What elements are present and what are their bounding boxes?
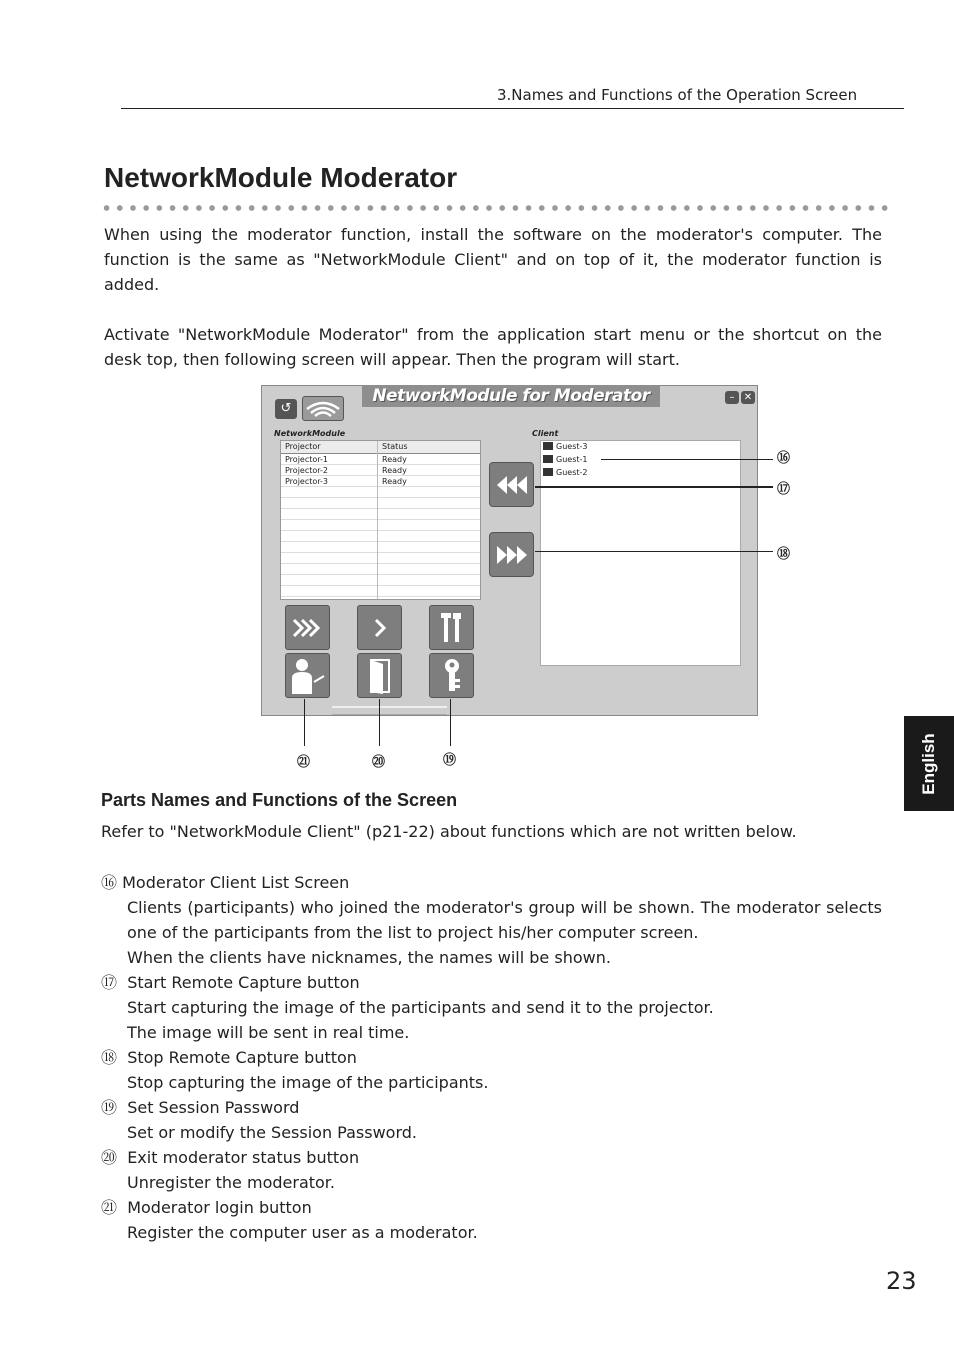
status-bar-tab [332, 706, 447, 715]
callout-21: ㉑ [297, 755, 311, 770]
networkmodule-label: NetworkModule [274, 429, 346, 438]
status-cell: Ready [382, 455, 407, 464]
client-item[interactable]: Guest-1 [543, 454, 587, 466]
callout-19: ⑲ [443, 753, 457, 768]
close-icon[interactable]: ✕ [741, 391, 755, 404]
computer-icon [543, 442, 553, 450]
part-17-title: ⑰ Start Remote Capture button [101, 973, 360, 992]
language-tab: English [904, 716, 954, 811]
page-title: NetworkModule Moderator [104, 162, 458, 193]
stop-remote-capture-button[interactable] [489, 532, 534, 577]
settings-button[interactable] [429, 605, 474, 650]
part-19-title: ⑲ Set Session Password [101, 1098, 300, 1117]
part-20-title: ⑳ Exit moderator status button [101, 1148, 360, 1167]
send-all-button[interactable] [285, 605, 330, 650]
intro-paragraph-2: Activate "NetworkModule Moderator" from the application start menu or the shortcut on the desk top, then following screen will appear. Then the program will start. [104, 325, 882, 369]
tools-icon [437, 610, 467, 646]
projector-cell[interactable]: Projector-2 [285, 466, 329, 475]
wireless-icon[interactable] [302, 396, 344, 421]
refresh-icon[interactable]: ↺ [275, 399, 297, 419]
part-17-desc: Start capturing the image of the participants and send it to the projector. [127, 998, 714, 1017]
intro-paragraph-1: When using the moderator function, install the software on the moderator's computer. The function is the same as "NetworkModule Client" and on top of it, the moderator function is added. [104, 225, 882, 294]
status-cell: Ready [382, 477, 407, 486]
column-header-status[interactable]: Status [382, 442, 408, 451]
window-title: NetworkModule for Moderator [362, 385, 660, 407]
moderator-client-list[interactable] [540, 440, 741, 666]
set-session-password-button[interactable] [429, 653, 474, 698]
header-rule [121, 108, 904, 109]
presenter-icon [288, 656, 328, 696]
running-header: 3.Names and Functions of the Operation Screen [497, 86, 858, 104]
part-16-desc-2: When the clients have nicknames, the names will be shown. [127, 948, 611, 967]
part-16-desc: Clients (participants) who joined the moderator's group will be shown. The moderator selects one of the participants from the list to project his/her computer screen. [127, 898, 882, 942]
client-label: Client [532, 429, 559, 438]
callout-line-17 [535, 486, 773, 488]
parts-lead: Refer to "NetworkModule Client" (p21-22) about functions which are not written below. [101, 822, 797, 841]
double-chevron-icon [291, 616, 325, 640]
callout-line-21 [304, 699, 305, 746]
forward-icon [494, 543, 530, 567]
part-18-desc: Stop capturing the image of the participants. [127, 1073, 489, 1092]
column-header-projector[interactable]: Projector [285, 442, 321, 451]
moderator-login-button[interactable] [285, 653, 330, 698]
rewind-icon [494, 473, 530, 497]
minimize-icon[interactable]: – [725, 391, 739, 404]
callout-18: ⑱ [777, 547, 791, 562]
part-19-desc: Set or modify the Session Password. [127, 1123, 417, 1142]
callout-20: ⑳ [372, 755, 386, 770]
callout-line-20 [379, 699, 380, 746]
callout-17: ⑰ [777, 482, 791, 497]
part-21-title: ㉑ Moderator login button [101, 1198, 312, 1217]
part-18-title: ⑱ Stop Remote Capture button [101, 1048, 357, 1067]
client-item[interactable]: Guest-2 [543, 467, 587, 479]
column-separator [377, 441, 378, 599]
callout-line-16 [601, 459, 773, 460]
grid-header [281, 441, 480, 454]
dotted-divider [100, 204, 890, 212]
chevron-right-icon [370, 616, 390, 640]
callout-line-19 [450, 699, 451, 746]
part-21-desc: Register the computer user as a moderator. [127, 1223, 478, 1242]
client-item[interactable]: Guest-3 [543, 441, 587, 453]
part-17-desc-2: The image will be sent in real time. [127, 1023, 410, 1042]
send-button[interactable] [357, 605, 402, 650]
key-icon [437, 657, 467, 695]
computer-icon [543, 455, 553, 463]
door-icon [365, 657, 395, 695]
callout-line-18 [535, 551, 773, 552]
callout-16: ⑯ [777, 451, 791, 466]
page-number: 23 [886, 1267, 917, 1295]
part-20-desc: Unregister the moderator. [127, 1173, 335, 1192]
exit-moderator-status-button[interactable] [357, 653, 402, 698]
status-cell: Ready [382, 466, 407, 475]
computer-icon [543, 468, 553, 476]
part-16-title: ⑯ Moderator Client List Screen [101, 873, 350, 892]
projector-cell[interactable]: Projector-1 [285, 455, 329, 464]
parts-heading: Parts Names and Functions of the Screen [101, 790, 458, 810]
start-remote-capture-button[interactable] [489, 462, 534, 507]
projector-cell[interactable]: Projector-3 [285, 477, 329, 486]
projector-grid [280, 440, 481, 600]
